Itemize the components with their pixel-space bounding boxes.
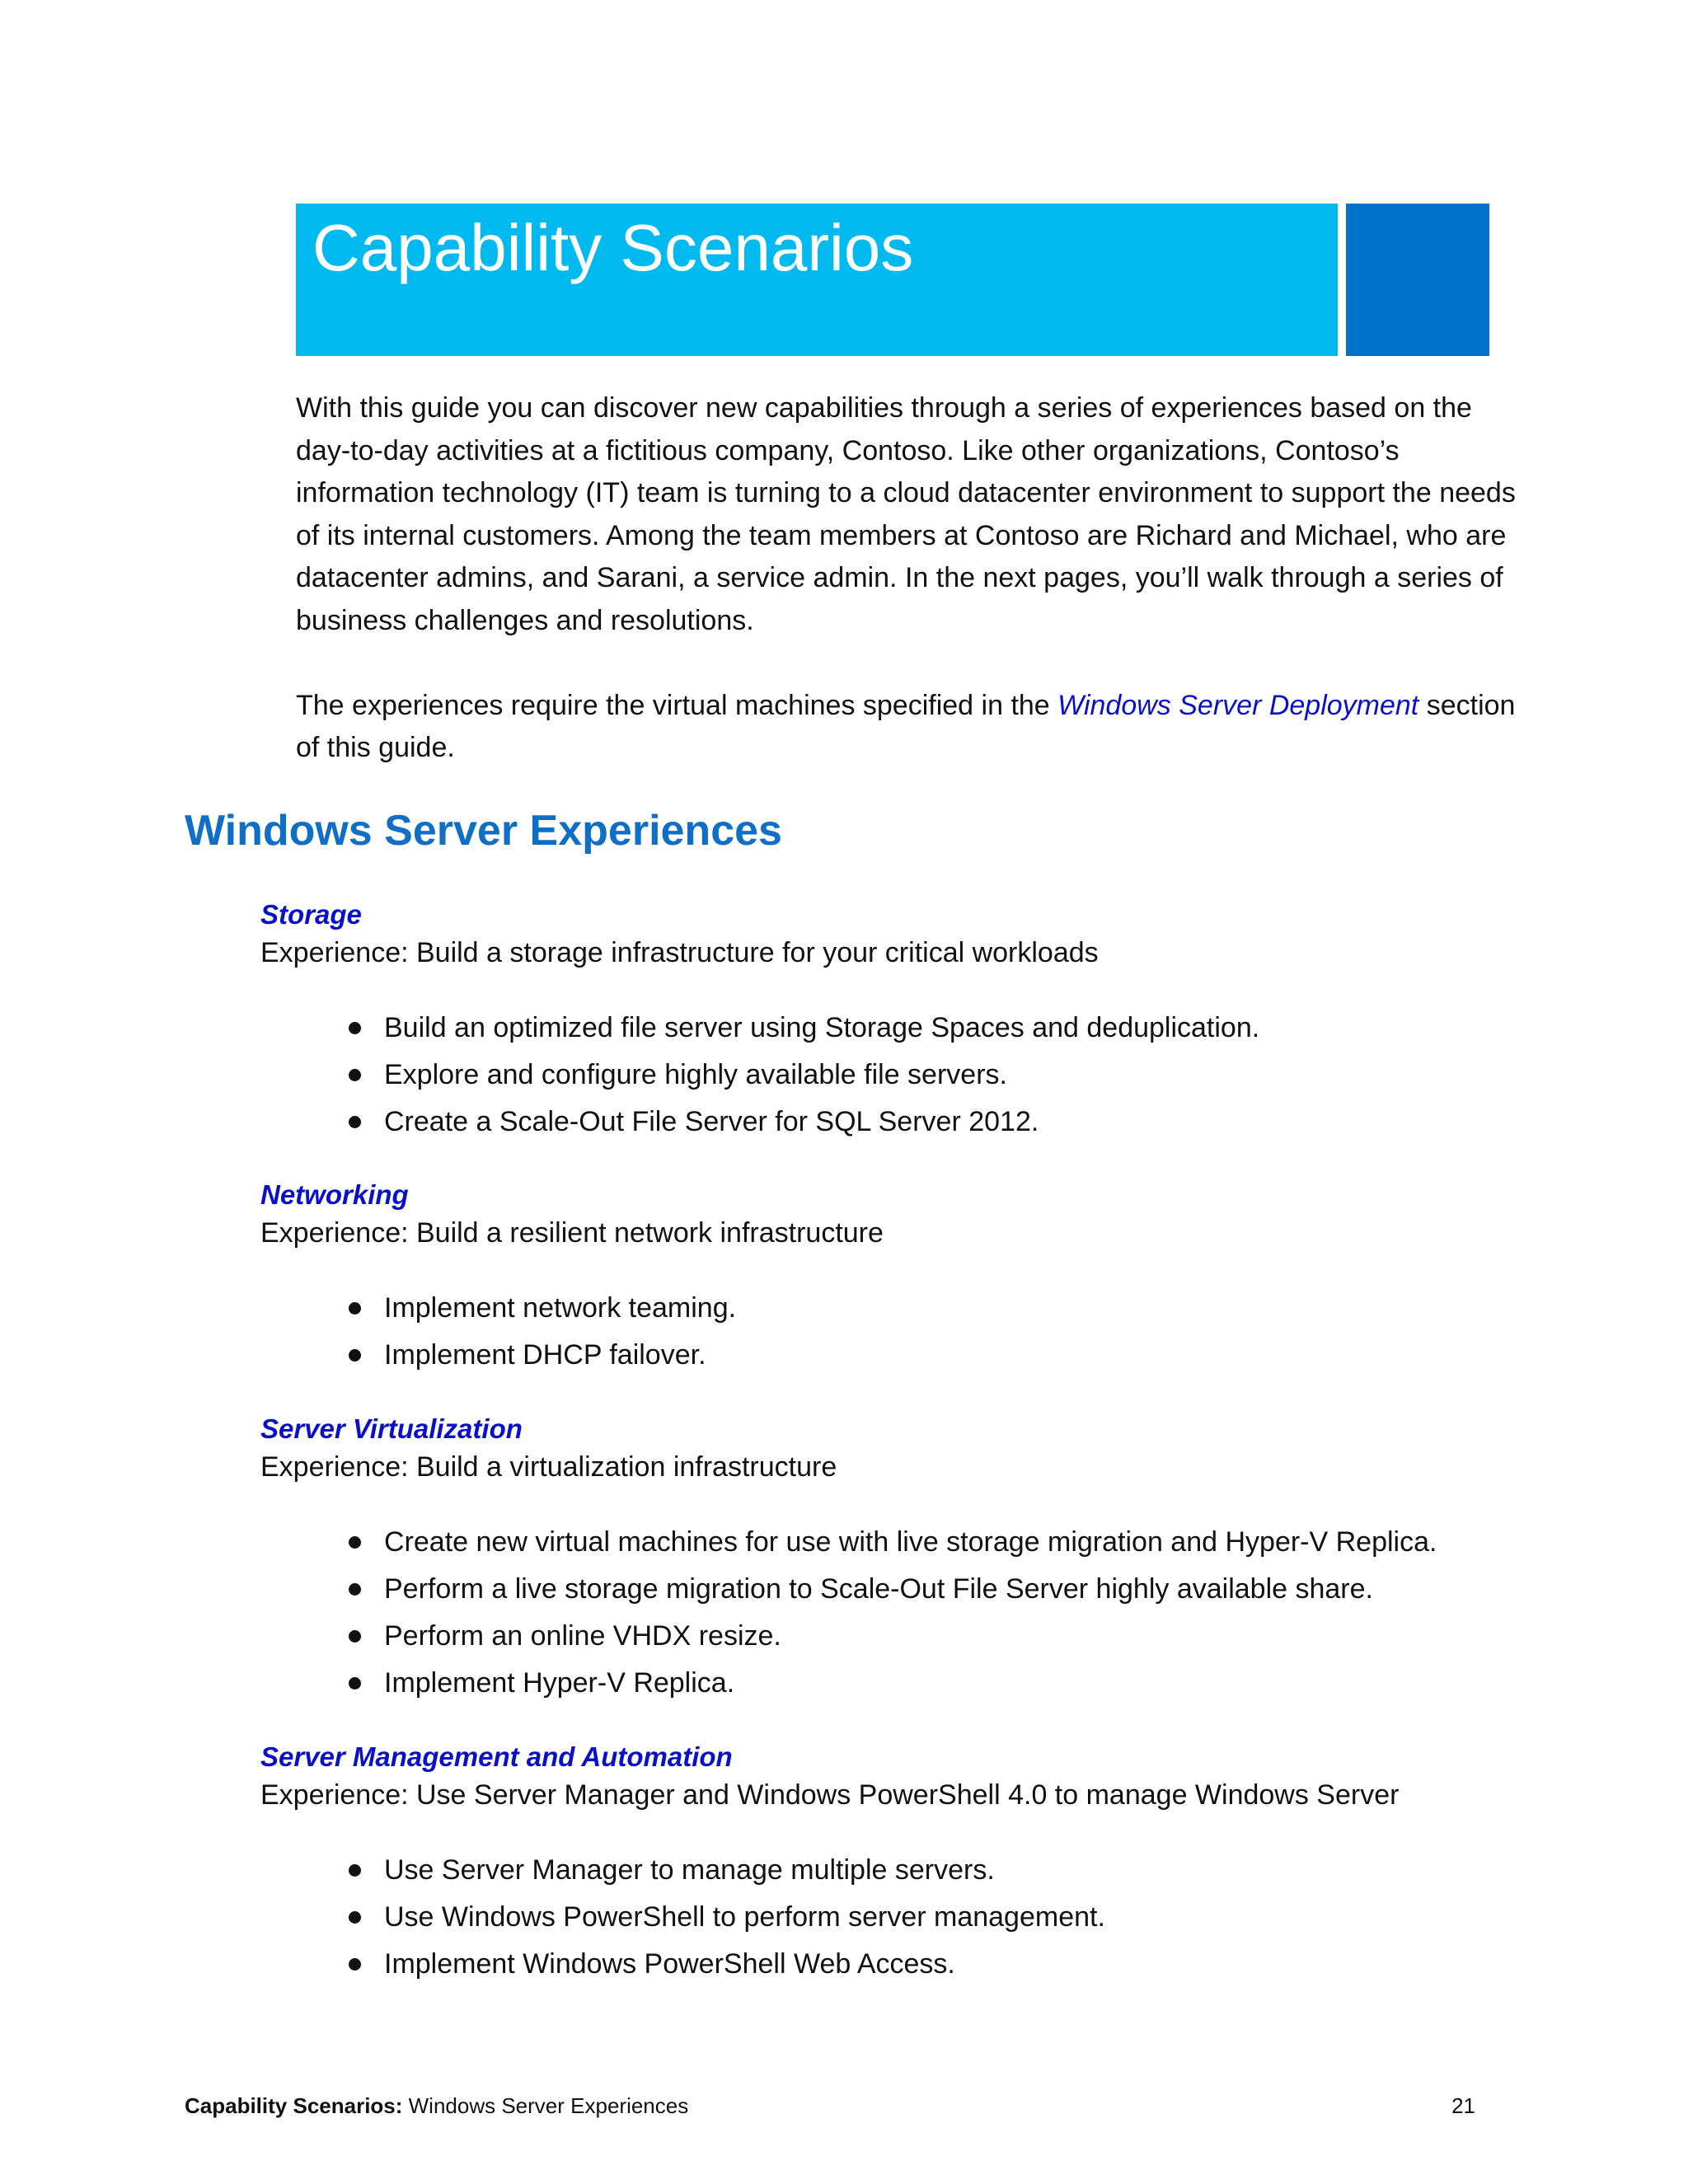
bullet-text: Explore and configure highly available file servers. <box>384 1059 1007 1090</box>
intro-paragraph-requirements <box>296 685 1524 770</box>
bullet-text: Perform a live storage migration to Scale-Out File Server highly available share. <box>384 1573 1373 1605</box>
bullet-item <box>260 1847 1497 1894</box>
bullet-text: Perform an online VHDX resize. <box>384 1620 781 1652</box>
bullet-item <box>260 1519 1497 1566</box>
bullet-icon <box>349 1677 361 1690</box>
capability-bullet-list <box>260 1847 1497 1988</box>
bullet-item <box>260 1613 1497 1660</box>
capability-storage <box>260 896 1497 1146</box>
bullet-text: Create a Scale-Out File Server for SQL Server 2012. <box>384 1106 1039 1137</box>
capability-heading: Networking <box>260 1179 409 1210</box>
capability-networking <box>260 1176 1497 1379</box>
capability-heading: Server Virtualization <box>260 1413 523 1444</box>
bullet-icon <box>349 1911 361 1924</box>
banner-accent-block <box>1346 204 1489 356</box>
footer-label: Capability Scenarios: <box>185 2093 403 2118</box>
capability-server-management <box>260 1738 1497 1988</box>
page-number: 21 <box>1451 2093 1475 2118</box>
capability-experience: Experience: Build a resilient network infrastructure <box>260 1217 884 1249</box>
bullet-text: Use Windows PowerShell to perform server management. <box>384 1901 1105 1933</box>
bullet-icon <box>349 1349 361 1361</box>
bullet-item <box>260 1894 1497 1941</box>
bullet-text: Implement DHCP failover. <box>384 1339 706 1371</box>
bullet-icon <box>349 1536 361 1549</box>
bullet-icon <box>349 1302 361 1315</box>
capability-experience: Experience: Build a virtualization infrastructure <box>260 1451 837 1483</box>
title-banner <box>296 204 1489 356</box>
bullet-text: Implement network teaming. <box>384 1292 737 1324</box>
deployment-section-link[interactable]: Windows Server Deployment <box>1057 689 1419 721</box>
capability-heading: Server Management and Automation <box>260 1741 733 1772</box>
capability-server-virtualization <box>260 1410 1497 1707</box>
bullet-icon <box>349 1958 361 1971</box>
bullet-icon <box>349 1583 361 1596</box>
bullet-text: Implement Hyper-V Replica. <box>384 1667 735 1699</box>
page-title: Capability Scenarios <box>312 211 914 284</box>
footer-text: Windows Server Experiences <box>402 2093 689 2118</box>
bullet-icon <box>349 1069 361 1081</box>
bullet-icon <box>349 1630 361 1643</box>
bullet-item <box>260 1052 1497 1099</box>
capability-bullet-list <box>260 1285 1497 1379</box>
bullet-item <box>260 1941 1497 1988</box>
capability-experience: Experience: Use Server Manager and Windows PowerShell 4.0 to manage Windows Server <box>260 1779 1400 1811</box>
bullet-item <box>260 1566 1497 1613</box>
capability-heading: Storage <box>260 899 362 930</box>
banner-divider <box>1338 204 1346 356</box>
intro-paragraph: With this guide you can discover new capabilities through a series of experiences based on the day-to-day activities at a fictitious company, Contoso. Like other organizations, Contoso’s information technology (IT) team is turning to a cloud datacenter environment to support the needs of its internal customers. Among the team members at Contoso are Richard and Michael, who are datacenter admins, and Sarani, a service admin. In the next pages, you’ll walk through a series of business challenges and resolutions. <box>296 392 1516 636</box>
requirements-text-after: section of this guide. <box>296 689 1516 763</box>
bullet-item <box>260 1285 1497 1332</box>
capability-bullet-list <box>260 1005 1497 1146</box>
bullet-text: Create new virtual machines for use with live storage migration and Hyper-V Replica. <box>384 1526 1437 1558</box>
bullet-item <box>260 1099 1497 1146</box>
bullet-text: Use Server Manager to manage multiple servers. <box>384 1854 995 1886</box>
bullet-item <box>260 1005 1497 1052</box>
bullet-icon <box>349 1116 361 1128</box>
bullet-icon <box>349 1864 361 1877</box>
page-footer <box>185 2093 1475 2119</box>
section-title: Windows Server Experiences <box>185 807 782 855</box>
bullet-icon <box>349 1022 361 1034</box>
bullet-text: Build an optimized file server using Storage Spaces and deduplication. <box>384 1012 1260 1043</box>
intro-text <box>296 387 1524 770</box>
bullet-item <box>260 1332 1497 1379</box>
capability-bullet-list <box>260 1519 1497 1707</box>
banner-main-block <box>296 204 1338 356</box>
capability-experience: Experience: Build a storage infrastructure for your critical workloads <box>260 937 1099 968</box>
bullet-text: Implement Windows PowerShell Web Access. <box>384 1948 955 1980</box>
requirements-text-before: The experiences require the virtual machines specified in the <box>296 689 1058 721</box>
bullet-item <box>260 1660 1497 1707</box>
